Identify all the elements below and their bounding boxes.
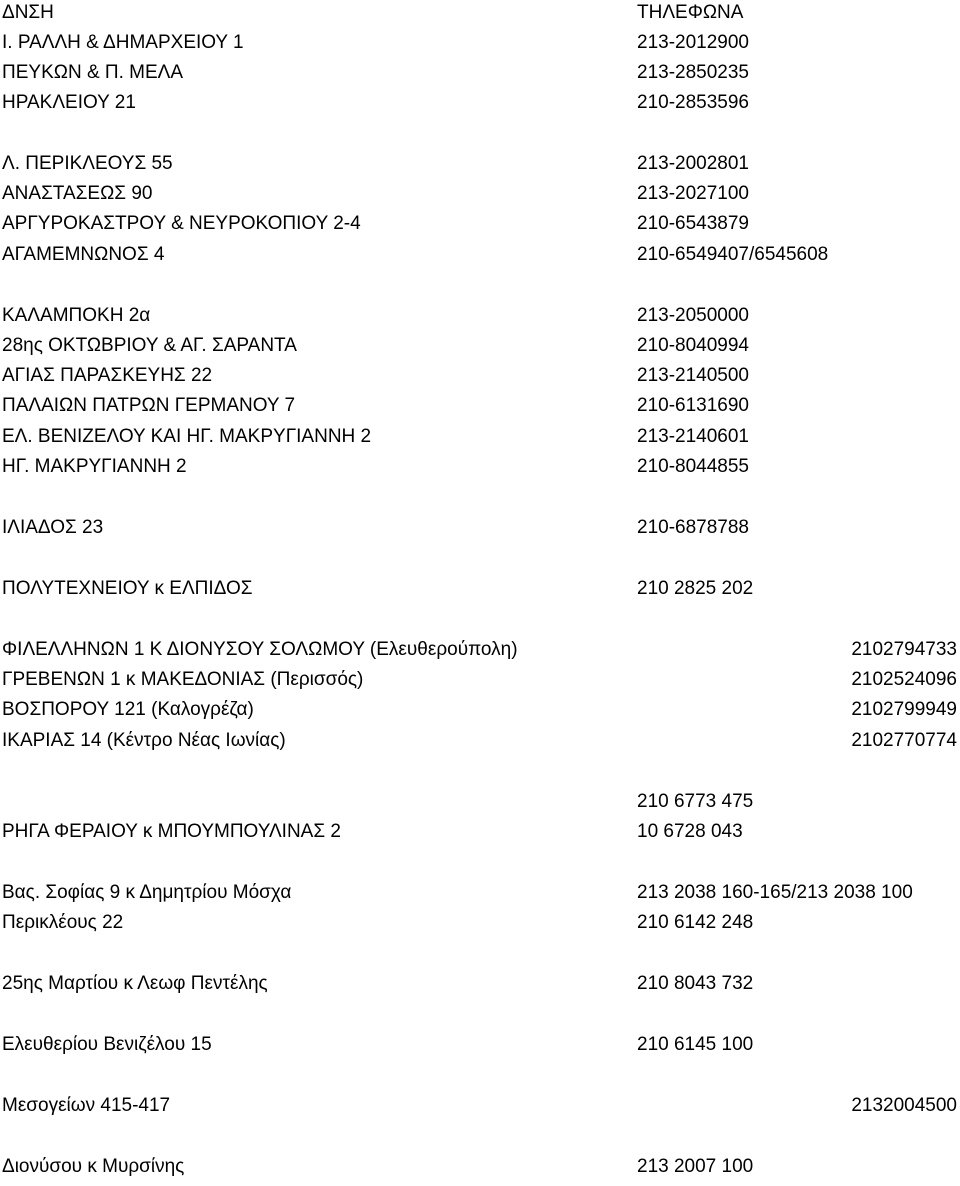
phone-column-header: ΤΗΛΕΦΩΝΑ bbox=[637, 2, 744, 23]
phone-cell: 210 2825 202 bbox=[637, 578, 754, 599]
phone-cell: 213 2007 100 bbox=[637, 1156, 754, 1177]
phone-cell: 213-2027100 bbox=[637, 183, 749, 204]
list-row bbox=[0, 211, 960, 237]
address-cell: ΠΑΛΑΙΩΝ ΠΑΤΡΩΝ ΓΕΡΜΑΝΟΥ 7 bbox=[2, 395, 296, 416]
list-row bbox=[0, 515, 960, 541]
phone-cell: 213 2038 160-165/213 2038 100 bbox=[637, 882, 913, 903]
list-row bbox=[0, 880, 960, 906]
list-row bbox=[0, 789, 960, 815]
phone-cell: 213-2140601 bbox=[637, 426, 749, 447]
header-row bbox=[0, 0, 960, 26]
phone-cell: 213-2850235 bbox=[637, 62, 749, 83]
phone-cell: 10 6728 043 bbox=[637, 821, 743, 842]
address-cell: ΗΡΑΚΛΕΙΟΥ 21 bbox=[2, 92, 136, 113]
phone-cell: 2132004500 bbox=[851, 1095, 957, 1116]
list-row bbox=[0, 393, 960, 419]
phone-cell: 2102794733 bbox=[851, 639, 957, 660]
address-cell: ΓΡΕΒΕΝΩΝ 1 κ ΜΑΚΕΔΟΝΙΑΣ (Περισσός) bbox=[2, 669, 364, 690]
phone-cell: 2102770774 bbox=[851, 730, 957, 751]
phone-cell: 210-6131690 bbox=[637, 395, 749, 416]
list-row bbox=[0, 697, 960, 723]
list-row bbox=[0, 728, 960, 754]
address-cell: ΑΝΑΣΤΑΣΕΩΣ 90 bbox=[2, 183, 153, 204]
address-cell: ΠΕΥΚΩΝ & Π. ΜΕΛΑ bbox=[2, 62, 184, 83]
list-row bbox=[0, 30, 960, 56]
phone-cell: 213-2050000 bbox=[637, 305, 749, 326]
list-row bbox=[0, 454, 960, 480]
address-cell: Βας. Σοφίας 9 κ Δημητρίου Μόσχα bbox=[2, 882, 292, 903]
address-cell: ΦΙΛΕΛΛΗΝΩΝ 1 Κ ΔΙΟΝΥΣΟΥ ΣΟΛΩΜΟΥ (Ελευθερούπολη) bbox=[2, 639, 518, 660]
phone-cell: 210 6145 100 bbox=[637, 1034, 754, 1055]
phone-cell: 210-6549407/6545608 bbox=[637, 244, 829, 265]
list-row bbox=[0, 303, 960, 329]
list-row bbox=[0, 819, 960, 845]
address-cell: Λ. ΠΕΡΙΚΛΕΟΥΣ 55 bbox=[2, 153, 173, 174]
list-row bbox=[0, 181, 960, 207]
address-cell: Μεσογείων 415-417 bbox=[2, 1095, 171, 1116]
address-cell: Περικλέους 22 bbox=[2, 912, 124, 933]
list-row bbox=[0, 910, 960, 936]
phone-cell: 2102799949 bbox=[851, 699, 957, 720]
phone-cell: 213-2002801 bbox=[637, 153, 749, 174]
address-cell: Διονύσου κ Μυρσίνης bbox=[2, 1156, 185, 1177]
phone-cell: 210 6773 475 bbox=[637, 791, 754, 812]
address-cell: ΠΟΛΥΤΕΧΝΕΙΟΥ κ ΕΛΠΙΔΟΣ bbox=[2, 578, 253, 599]
list-row bbox=[0, 637, 960, 663]
phone-cell: 210 6142 248 bbox=[637, 912, 754, 933]
list-row bbox=[0, 667, 960, 693]
phone-cell: 210-8044855 bbox=[637, 456, 749, 477]
list-row bbox=[0, 424, 960, 450]
list-row bbox=[0, 90, 960, 116]
list-row bbox=[0, 151, 960, 177]
list-row bbox=[0, 242, 960, 268]
address-cell: 25ης Μαρτίου κ Λεωφ Πεντέλης bbox=[2, 973, 268, 994]
address-cell: ΑΓΙΑΣ ΠΑΡΑΣΚΕΥΗΣ 22 bbox=[2, 365, 213, 386]
phone-cell: 213-2140500 bbox=[637, 365, 749, 386]
list-row bbox=[0, 971, 960, 997]
phone-cell: 213-2012900 bbox=[637, 32, 749, 53]
list-row bbox=[0, 1032, 960, 1058]
list-row bbox=[0, 333, 960, 359]
phone-cell: 210-8040994 bbox=[637, 335, 749, 356]
phone-cell: 210 8043 732 bbox=[637, 973, 754, 994]
address-cell: ΑΓΑΜΕΜΝΩΝΟΣ 4 bbox=[2, 244, 165, 265]
address-cell: ΡΗΓΑ ΦΕΡΑΙΟΥ κ ΜΠΟΥΜΠΟΥΛΙΝΑΣ 2 bbox=[2, 821, 341, 842]
address-cell: ΑΡΓΥΡΟΚΑΣΤΡΟΥ & ΝΕΥΡΟΚΟΠΙΟΥ 2-4 bbox=[2, 213, 361, 234]
phone-cell: 210-6543879 bbox=[637, 213, 749, 234]
address-cell: ΗΓ. ΜΑΚΡΥΓΙΑΝΝΗ 2 bbox=[2, 456, 187, 477]
phone-cell: 2102524096 bbox=[851, 669, 957, 690]
address-cell: 28ης ΟΚΤΩΒΡΙΟΥ & ΑΓ. ΣΑΡΑΝΤΑ bbox=[2, 335, 297, 356]
address-cell: ΕΛ. ΒΕΝΙΖΕΛΟΥ ΚΑΙ ΗΓ. ΜΑΚΡΥΓΙΑΝΝΗ 2 bbox=[2, 426, 372, 447]
address-column-header: ΔΝΣΗ bbox=[2, 2, 54, 23]
list-row bbox=[0, 1154, 960, 1180]
list-row bbox=[0, 363, 960, 389]
address-cell: Ι. ΡΑΛΛΗ & ΔΗΜΑΡΧΕΙΟΥ 1 bbox=[2, 32, 244, 53]
address-cell: ΒΟΣΠΟΡΟΥ 121 (Καλογρέζα) bbox=[2, 699, 254, 720]
address-cell: ΙΛΙΑΔΟΣ 23 bbox=[2, 517, 104, 538]
phone-cell: 210-6878788 bbox=[637, 517, 749, 538]
list-row bbox=[0, 1093, 960, 1119]
list-row bbox=[0, 576, 960, 602]
address-cell: Ελευθερίου Βενιζέλου 15 bbox=[2, 1034, 212, 1055]
address-cell: ΚΑΛΑΜΠΟΚΗ 2α bbox=[2, 305, 151, 326]
phone-cell: 210-2853596 bbox=[637, 92, 749, 113]
address-cell: ΙΚΑΡΙΑΣ 14 (Κέντρο Νέας Ιωνίας) bbox=[2, 730, 286, 751]
list-row bbox=[0, 60, 960, 86]
